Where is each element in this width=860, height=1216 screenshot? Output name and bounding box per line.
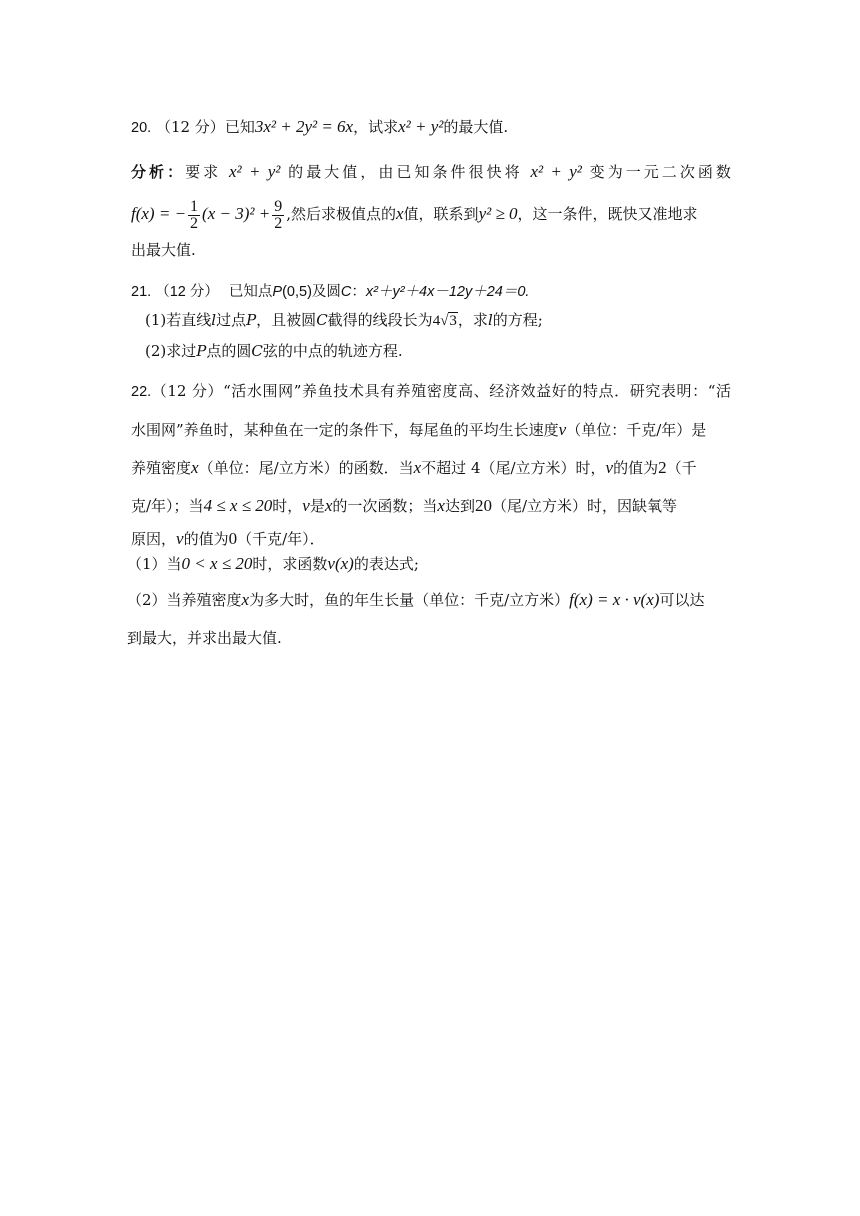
variable-v: v [605, 458, 614, 477]
analysis-text-3: 变为一元二次函数 [589, 163, 731, 181]
q20-equation: 3x² + 2y² = 6x [254, 117, 354, 136]
analysis-label: 分析： [131, 163, 186, 181]
q22-text-3a: 养殖密度 [131, 459, 192, 477]
q22-text-4c: 是 [309, 497, 325, 515]
q20-score: （12 分） [155, 118, 225, 136]
q21-p1-text-e: ，求 [457, 311, 488, 329]
q22-text-2a: 水围网”养鱼时，某种鱼在一定的条件下，每尾鱼的平均生长速度 [131, 421, 559, 439]
variable-v: v [176, 529, 184, 548]
q21-p2-text-a: (2)求过 [145, 342, 197, 360]
circle-c: C [316, 311, 328, 329]
variable-x: x [241, 590, 250, 609]
analysis-line-1 [131, 160, 731, 184]
value-20: 20 [474, 496, 492, 515]
q20-text-1: 已知 [224, 118, 255, 136]
value-2: 2 [658, 458, 667, 477]
q22-score: （12 分） [151, 382, 224, 400]
fraction-numerator: 9 [274, 197, 283, 215]
q22-line-3 [131, 449, 731, 487]
q22-number: 22. [131, 384, 152, 400]
analysis-expr-2: x² + y² [530, 162, 582, 181]
four-root-three: 4√3 [432, 313, 457, 329]
radicand: 3 [449, 313, 457, 329]
question-21 [131, 280, 731, 363]
q22-text-5c: （千克/年）． [237, 530, 325, 548]
variable-x: x [413, 458, 422, 477]
q21-p1-text-f: 的方程; [492, 311, 543, 329]
q22-line-5 [131, 527, 731, 551]
q21-p1-text-c: ，且被圆 [256, 311, 317, 329]
variable-v: v [302, 496, 310, 515]
question-20 [131, 115, 731, 140]
analysis-text-5: 值，联系到 [403, 205, 479, 223]
point-p: P [246, 311, 257, 329]
variable-x: x [396, 204, 404, 223]
q22-text-5b: 的值为 [183, 530, 229, 548]
inequality: 4 ≤ x ≤ 20 [203, 496, 273, 515]
q21-part-2 [131, 339, 731, 363]
q20-number: 20. [131, 120, 152, 136]
q21-text-2: 及圆 [311, 284, 341, 300]
question-22 [127, 372, 732, 651]
q22-text-4d: 的一次函数；当 [332, 497, 438, 515]
range-inequality: 0 < x ≤ 20 [181, 554, 253, 573]
function-v: v(x) [327, 554, 354, 573]
analysis-expr-1: x² + y² [229, 162, 281, 181]
q21-p1-text-a: (1)若直线 [145, 311, 212, 329]
function-f: f(x) = x · v(x) [569, 590, 660, 609]
variable-v: v [558, 420, 567, 439]
variable-x: x [191, 458, 199, 477]
analysis [131, 160, 731, 262]
q20-text-2: ，试求 [353, 118, 399, 136]
variable-x: x [437, 496, 445, 515]
q21-p2-text-c: 弦的中点的轨迹方程. [262, 342, 403, 360]
colon: ： [351, 284, 366, 300]
q22-s2-text-b: 为多大时，鱼的年生长量（单位：千克/立方米） [249, 591, 570, 609]
q22-s2-text-a: （2）当养殖密度 [127, 591, 242, 609]
coefficient: 4 [432, 313, 441, 329]
circle-c: C [340, 284, 352, 300]
q22-text-3c: 不超过 4（尾/立方米）时， [421, 459, 606, 477]
analysis-expr-3: y² ≥ 0 [478, 204, 518, 223]
q22-text-1: “活水围网”养鱼技术具有养殖密度高、经济效益好的特点．研究表明：“活 [223, 382, 732, 400]
analysis-text-1: 要求 [185, 163, 222, 181]
line-l: l [487, 311, 493, 329]
fraction-denominator: 2 [274, 214, 283, 232]
q21-text-1: 已知点 [228, 284, 273, 300]
q22-subquestion-2-cont: 到最大，并求出最大值. [127, 629, 282, 647]
q22-line-1 [131, 372, 731, 411]
q22-text-4f: （尾/立方米）时，因缺氧等 [491, 497, 678, 515]
q22-subquestion-1 [127, 551, 731, 577]
value-0: 0 [228, 529, 238, 548]
analysis-line-3: 出最大值. [131, 241, 196, 259]
q21-part-1 [131, 308, 731, 333]
point-p: P [196, 342, 207, 360]
point-coord: (0,5) [282, 284, 312, 300]
fraction-denominator: 2 [190, 214, 199, 232]
q22-s1-text-c: 的表达式; [353, 555, 419, 573]
q22-s2-text-c: 可以达 [659, 591, 705, 609]
circle-c: C [251, 342, 263, 360]
fraction-one-half [188, 199, 200, 232]
variable-x: x [324, 496, 333, 515]
q22-text-3d: 的值为 [613, 459, 659, 477]
analysis-text-6: ，这一条件，既快又准地求 [517, 205, 698, 223]
q22-subquestion-2 [127, 587, 731, 613]
q22-text-2b: （单位：千克/年）是 [566, 421, 707, 439]
q22-text-3b: （单位：尾/立方米）的函数．当 [198, 459, 414, 477]
q21-line-1 [131, 280, 731, 304]
q22-text-5a: 原因， [131, 530, 177, 548]
q20-text-3: 的最大值. [443, 118, 509, 136]
circle-equation: x²＋y²＋4x－12y＋24＝0. [365, 284, 530, 300]
fraction-numerator: 1 [190, 197, 199, 215]
analysis-text-2: 的最大值，由已知条件很快将 [288, 163, 523, 181]
q22-s1-text-b: 时，求函数 [252, 555, 328, 573]
function-middle: (x − 3)² + [202, 204, 271, 223]
fraction-nine-halves [272, 199, 284, 232]
point-p: P [272, 284, 283, 300]
q21-p2-text-b: 点的圆 [206, 342, 252, 360]
function-lhs: f(x) = − [131, 204, 187, 223]
q21-p1-text-b: 过点 [216, 311, 247, 329]
q22-text-3e: （千 [666, 459, 697, 477]
q22-text-4e: 达到 [444, 497, 475, 515]
analysis-text-4: ,然后求极值点的 [286, 205, 396, 223]
q22-text-4a: 克/年）；当 [131, 497, 204, 515]
q21-p1-text-d: 截得的线段长为 [327, 311, 433, 329]
q22-text-4b: 时， [272, 497, 303, 515]
q22-s1-text-a: （1）当 [127, 555, 182, 573]
q21-number: 21. [131, 284, 152, 300]
analysis-line-2 [131, 194, 731, 234]
line-l: l [211, 311, 217, 329]
q22-line-2 [131, 411, 731, 449]
q20-expression: x² + y² [398, 117, 444, 136]
q22-line-4 [131, 487, 731, 525]
q21-score: （12 分） [155, 284, 219, 300]
